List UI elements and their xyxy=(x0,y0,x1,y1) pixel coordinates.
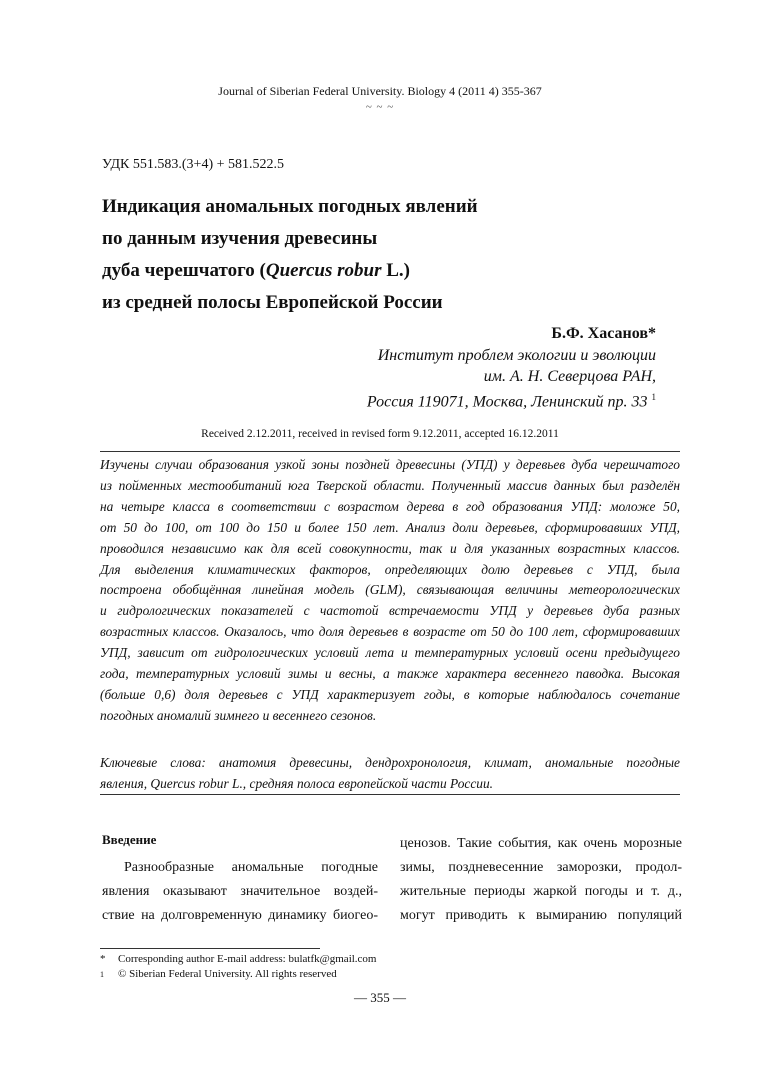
title-text: дуба черешчатого ( xyxy=(102,260,266,281)
affiliation-line: Институт проблем экологии и эволюции xyxy=(377,347,656,364)
author-affiliation xyxy=(367,345,656,412)
body-line: ствие на долговременную динамику биогео- xyxy=(102,908,378,923)
article-title xyxy=(102,191,662,319)
abstract-line: года, температурных условий зимы и весны, а также характера весеннего паводка. Высокая xyxy=(100,666,680,682)
keywords-text: L., средняя полоса европейской части России. xyxy=(228,776,494,791)
abstract-line: проводился независимо как для всей совокупности, так и для указанных возрастных классов. xyxy=(100,540,680,556)
species-name: Quercus robur xyxy=(150,776,229,791)
abstract-line: из пойменных местообитаний юга Тверской области. Полученный массив данных был разделён xyxy=(100,477,680,493)
header-ornament: ~ ~ ~ xyxy=(365,101,395,113)
abstract-line: и гидрологических показателей с частотой встречаемости УПД у деревьев дуба разных xyxy=(100,603,680,619)
footnote-text: Corresponding author E-mail address: bulatfk@gmail.com xyxy=(118,953,377,965)
footnote-text: © Siberian Federal University. All rights reserved xyxy=(118,968,337,980)
affiliation-address: Россия 119071, Москва, Ленинский пр. 33 xyxy=(366,393,648,411)
species-name: Quercus robur xyxy=(265,260,382,281)
body-line: Разнообразные аномальные погодные xyxy=(124,860,378,875)
abstract-bottom-rule xyxy=(100,794,680,795)
title-line: Индикация аномальных погодных явлений xyxy=(102,196,478,217)
keywords xyxy=(100,752,680,794)
intro-column-right xyxy=(400,832,682,928)
keywords-line xyxy=(100,773,680,794)
body-line: жительные периоды жаркой погоды и т. д., xyxy=(400,884,682,899)
title-text: L.) xyxy=(381,260,410,281)
footnote-mark: * xyxy=(100,953,106,965)
abstract-line: построена обобщённая линейная модель (GLM), связывающая величины метеорологических xyxy=(100,582,680,598)
footnotes xyxy=(100,952,377,982)
affiliation-line xyxy=(367,387,656,412)
footnote-copyright xyxy=(100,967,377,982)
section-heading-introduction: Введение xyxy=(102,832,157,847)
author-name: Б.Ф. Хасанов* xyxy=(551,325,656,342)
title-line: из средней полосы Европейской России xyxy=(102,292,443,313)
page-number: — 355 — xyxy=(354,990,406,1005)
abstract-top-rule xyxy=(100,451,680,452)
abstract-line: (больше 0,6) доля деревьев с УПД характеризует годы, в которые наблюдалось сочетание xyxy=(100,686,680,702)
received-dates: Received 2.12.2011, received in revised form 9.12.2011, accepted 16.12.2011 xyxy=(201,428,559,440)
abstract-line: Для выделения климатических факторов, определяющих долю деревьев с УПД, была xyxy=(100,561,680,577)
abstract-line: УПД, зависит от гидрологических условий лета и температурных условий осени предыдущего xyxy=(100,645,680,661)
footnote-corresponding-author xyxy=(100,952,377,967)
abstract-line: возрастных классов. Оказалось, что доля деревьев в возрасте от 50 до 100 лет, сформировавших xyxy=(100,624,680,640)
abstract-line: Изучены случаи образования узкой зоны поздней древесины (УПД) у деревьев дуба черешчатого xyxy=(100,457,680,472)
abstract-line: от 50 до 100, от 100 до 150 и более 150 лет. Анализ доли деревьев, сформировавших УПД, xyxy=(100,519,680,535)
journal-header: Journal of Siberian Federal University. Biology 4 (2011 4) 355-367 xyxy=(218,84,542,98)
abstract-line: на четыре класса в соответствии с возрастом дерева в год образования УПД: моложе 50, xyxy=(100,498,680,514)
title-line: по данным изучения древесины xyxy=(102,228,378,249)
body-line: могут приводить к вымиранию популяций xyxy=(400,908,682,923)
body-line: ценозов. Такие события, как очень морозные xyxy=(400,836,682,851)
udk-code: УДК 551.583.(3+4) + 581.522.5 xyxy=(102,157,284,172)
title-line xyxy=(102,255,662,287)
abstract xyxy=(100,455,680,727)
body-line: зимы, поздневесенние заморозки, продол- xyxy=(400,860,682,875)
keywords-line: Ключевые слова: анатомия древесины, дендрохронология, климат, аномальные погодные xyxy=(100,755,680,770)
footnote-mark: 1 xyxy=(100,970,104,979)
affiliation-footnote-mark: 1 xyxy=(651,392,656,402)
affiliation-line: им. А. Н. Северцова РАН, xyxy=(483,368,656,385)
body-line: явления оказывают значительное воздей- xyxy=(102,884,378,899)
abstract-line: погодных аномалий зимнего и весеннего сезонов. xyxy=(100,707,377,723)
keywords-text: явления, xyxy=(100,776,151,791)
intro-column-left xyxy=(102,856,378,928)
footnote-rule xyxy=(100,948,320,949)
